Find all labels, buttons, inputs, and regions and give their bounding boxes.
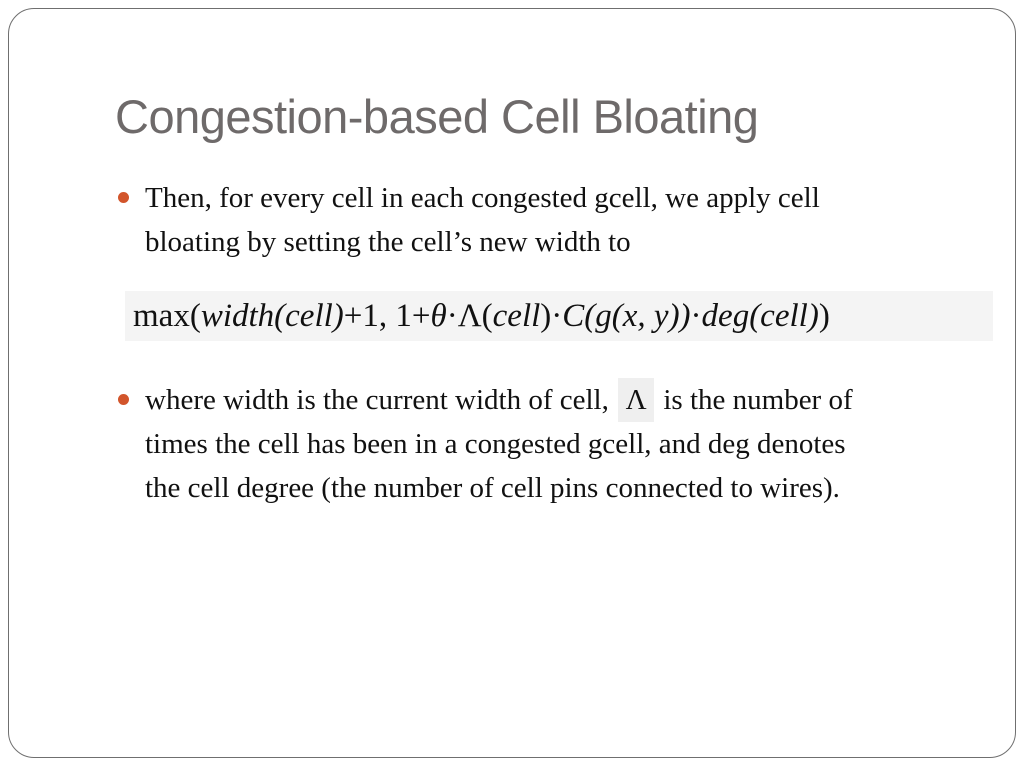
bullet-2-line-1 — [145, 378, 853, 422]
formula-part: )· — [540, 298, 563, 334]
formula-part: +1, 1+ — [343, 298, 431, 334]
slide — [8, 8, 1016, 758]
bullet-2-text-after-lambda: is the number of — [663, 384, 853, 416]
bullet-1-line-2: bloating by setting the cell’s new width to — [145, 226, 631, 258]
bullet-dot-icon — [118, 394, 129, 405]
formula-part: cell — [492, 298, 541, 334]
formula-part: ·Λ( — [446, 298, 493, 334]
bloating-formula — [125, 291, 993, 341]
formula-part: width(cell) — [200, 298, 344, 334]
bullet-1-line-1: Then, for every cell in each congested gcell, we apply cell — [145, 182, 820, 214]
formula-part: · — [690, 298, 702, 334]
slide-title: Congestion-based Cell Bloating — [115, 90, 759, 143]
bullet-item-1 — [145, 176, 820, 264]
formula-part: max( — [133, 298, 201, 334]
formula-part: C(g(x, y)) — [562, 298, 691, 334]
bullet-2-line-3: the cell degree (the number of cell pins connected to wires). — [145, 472, 840, 504]
bullet-dot-icon — [118, 192, 129, 203]
formula-part: θ — [430, 298, 447, 334]
lambda-symbol: Λ — [618, 378, 654, 422]
bullet-2-text-before-lambda: where width is the current width of cell, — [145, 384, 609, 416]
bullet-2-line-2: times the cell has been in a congested gcell, and deg denotes — [145, 428, 846, 460]
bullet-item-2 — [145, 378, 853, 510]
formula-part: ) — [818, 298, 830, 334]
formula-part: deg(cell) — [701, 298, 819, 334]
